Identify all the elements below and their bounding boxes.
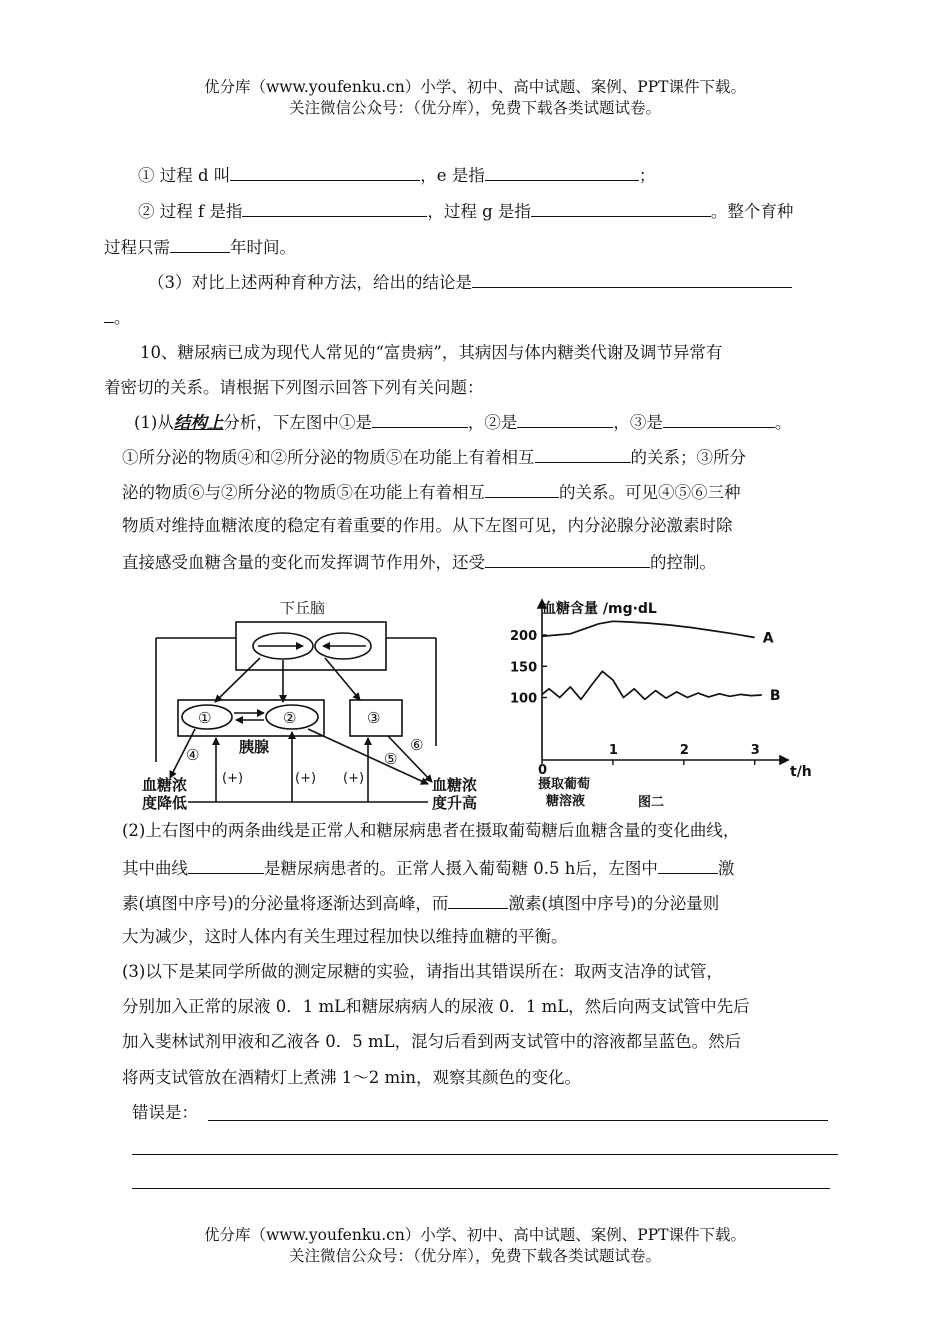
y-tick-label: 200 [510,629,538,644]
q10-text: 激素(填图中序号)的分泌量则 [508,894,720,913]
chart-x-start-label-2: 糖溶液 [546,794,586,809]
x-axis-arrow [780,756,788,764]
label-glucose-low-1: 血糖浓 [142,776,188,794]
answer-line-1[interactable] [208,1120,828,1121]
chart-x-start-label-1: 摄取葡萄 [538,777,591,792]
q10-text: 是糖尿病患者的。正常人摄入葡萄糖 0.5 h后，左图中 [264,859,658,878]
y-tick-label: 100 [510,691,538,707]
q9-line-2 [138,199,793,223]
footer-line-2: 关注微信公众号：（优分库），免费下载各类试题试卷。 [288,1247,661,1265]
q9-line-3 [104,235,296,259]
q9-text: ，过程 g 是指 [427,202,531,221]
label-c5: ⑤ [384,750,398,768]
q9-text: ； [638,166,656,185]
q9-text: （3）对比上述两种育种方法，给出的结论是 [148,273,472,292]
chart-figure-label: 图二 [638,795,665,810]
q10-p2-line-3 [122,891,719,915]
label-c2: ② [283,709,297,727]
q10-p3-line-1: (3)以下是某同学所做的测定尿糖的实验，请指出其错误所在：取两支洁净的试管， [122,962,723,981]
label-pancreas: 胰腺 [239,738,270,756]
answer-line-2[interactable] [132,1154,838,1155]
q10-p2-line-1: (2)上右图中的两条曲线是正常人和糖尿病患者在摄取葡萄糖后血糖含量的变化曲线， [122,821,740,840]
series-label-A: A [762,630,774,647]
q10-text: 的关系。可见④⑤⑥三种 [559,483,741,502]
answer-blank[interactable] [663,410,775,428]
header-line-1: 优分库（www.youfenku.cn）小学、初中、高中试题、案例、PPT课件下载。 [203,78,747,96]
q9-line-1 [138,163,655,187]
answer-blank[interactable] [531,199,711,217]
header-line-2: 关注微信公众号：（优分库），免费下载各类试题试卷。 [288,99,661,117]
q10-intro-1: 10、糖尿病已成为现代人常见的“富贵病”，其病因与体内糖类代谢及调节异常有 [140,343,723,362]
label-c3: ③ [367,709,381,727]
q10-text: 分析，下左图中①是 [223,413,372,432]
label-glucose-high-2: 度升高 [432,794,478,812]
endocrine-diagram [140,596,496,814]
answer-blank[interactable] [188,856,264,874]
answer-blank[interactable] [517,410,613,428]
q9-text: 过程只需 [104,238,170,257]
q10-p1-line-5 [122,550,716,574]
q9-text: 。 [114,308,131,327]
answer-blank[interactable] [472,270,792,288]
q10-text: 的控制。 [650,553,716,572]
label-glucose-high-1: 血糖浓 [432,776,478,794]
q9-text: ② 过程 f 是指 [138,202,243,221]
label-plus-3: (+) [343,771,365,786]
q10-p1-line-4: 物质对维持血糖浓度的稳定有着重要的作用。从下左图可见，内分泌腺分泌激素时除 [122,516,733,535]
x-tick-label: 1 [608,743,618,758]
q10-text: ，②是 [467,413,518,432]
label-hypothalamus: 下丘脑 [280,599,326,617]
emphasis-text: 结构上 [173,413,224,432]
q10-p3-line-4: 将两支试管放在酒精灯上煮沸 1～2 min，观察其颜色的变化。 [122,1068,582,1087]
series-line-A [542,621,755,637]
q10-text: ，③是 [613,413,663,432]
answer-blank[interactable] [485,550,650,568]
q9-text: ，e 是指 [420,166,485,185]
q9-line-5 [104,305,131,329]
q9-line-4 [148,270,792,294]
q10-p1-line-2 [122,445,746,469]
series-label-B: B [769,688,781,704]
blood-glucose-chart [508,596,830,814]
answer-blank[interactable] [372,410,468,428]
q10-p2-line-2 [122,856,734,880]
q9-text: 年时间。 [230,238,296,257]
x-tick-label: 3 [750,743,760,758]
answer-blank[interactable] [104,305,114,323]
q10-p2-line-4: 大为减少，这时人体内有关生理过程加快以维持血糖的平衡。 [122,927,568,946]
label-c1: ① [198,709,212,727]
q9-text: ① 过程 d 叫 [138,166,231,185]
q10-text: (1)从 [134,413,174,432]
q10-text: 的关系；③所分 [630,448,746,467]
series-line-B [542,671,762,699]
q10-text: 其中曲线 [122,859,188,878]
x-tick-label: 0 [538,763,548,778]
answer-blank[interactable] [485,163,639,181]
answer-blank[interactable] [170,235,230,253]
label-glucose-low-2: 度降低 [142,794,188,812]
answer-blank[interactable] [485,480,559,498]
y-tick-label: 150 [510,660,538,676]
answer-blank[interactable] [242,199,427,217]
q10-p1-line-3 [122,480,741,504]
answer-blank[interactable] [230,163,420,181]
chart-x-label: t/h [790,764,812,780]
q10-text: 素(填图中序号)的分泌量将逐渐达到高峰，而 [122,894,449,913]
q10-p3-line-3: 加入斐林试剂甲液和乙液各 0．5 mL，混匀后看到两支试管中的溶液都呈蓝色。然后 [122,1032,742,1051]
answer-line-3[interactable] [132,1188,830,1189]
q10-text: 。 [774,413,792,432]
q9-text: 。整个育种 [710,202,794,221]
error-label: 错误是： [132,1103,198,1122]
answer-blank[interactable] [658,856,718,874]
q10-intro-2: 着密切的关系。请根据下列图示回答下列有关问题： [104,378,484,397]
q10-text: 激 [717,859,735,878]
q10-text: ①所分泌的物质④和②所分泌的物质⑤在功能上有着相互 [122,448,535,467]
label-plus-1: (+) [222,771,244,786]
q10-p3-line-2: 分别加入正常的尿液 0．1 mL和糖尿病病人的尿液 0．1 mL，然后向两支试管中先后 [122,997,750,1016]
chart-y-label: 血糖含量 /mg·dL [542,601,657,617]
q10-p1-line-1 [134,410,791,434]
q10-text: 泌的物质⑥与②所分泌的物质⑤在功能上有着相互 [122,483,485,502]
label-plus-2: (+) [295,771,317,786]
answer-blank[interactable] [535,445,631,463]
label-c4: ④ [186,746,200,764]
label-c6: ⑥ [410,736,424,754]
footer-line-1: 优分库（www.youfenku.cn）小学、初中、高中试题、案例、PPT课件下载。 [203,1226,747,1244]
answer-blank[interactable] [448,891,508,909]
x-tick-label: 2 [679,743,689,758]
q10-text: 直接感受血糖含量的变化而发挥调节作用外，还受 [122,553,485,572]
